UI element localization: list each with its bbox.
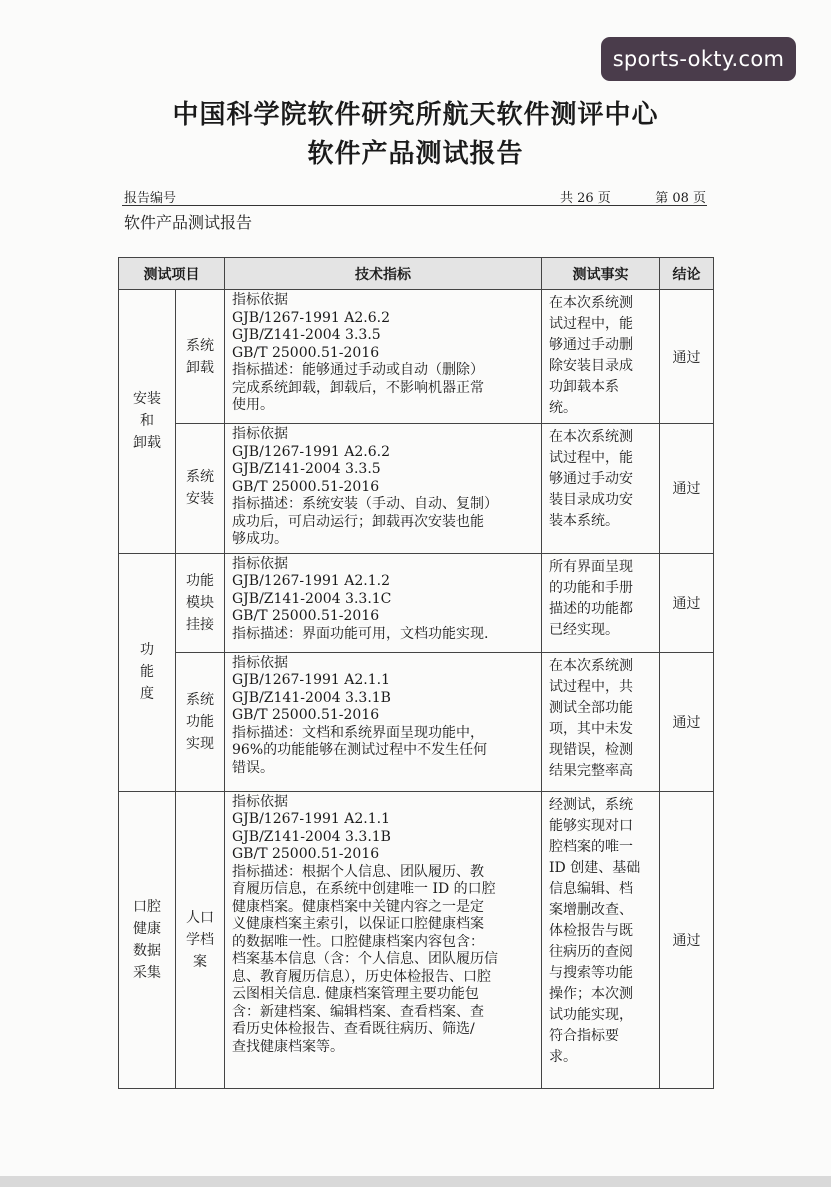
text-line: 96%的功能能够在测试过程中不发生任何 [232,742,488,758]
text-line: 案 [193,953,207,970]
text-line: 人口 [186,909,214,926]
text-line: 的数据唯一性。口腔健康档案内容包含： [232,933,484,950]
text-line: 在本次系统测 [549,657,633,674]
tech-indicator-cell [225,652,542,791]
text-line: 指标依据 [232,555,288,572]
text-line: 测试全部功能 [549,699,633,716]
text-line: 装目录成功安 [549,492,633,508]
text-line: 已经实现。 [549,621,619,638]
text-line: 功 [140,642,154,658]
watermark-badge: sports-okty.com [601,37,796,81]
test-fact-cell [542,553,660,652]
text-line: 试过程中，能 [549,316,633,332]
text-line: GJB/Z141-2004 3.3.1B [232,689,391,706]
text-line: 信息编辑、档 [549,880,633,897]
text-line: 度 [140,686,154,702]
text-line: 的功能和手册 [549,579,633,596]
text-line: GJB/1267-1991 A2.1.2 [232,573,390,589]
tech-indicator-cell [225,553,542,652]
text-line: 结果完整率高 [549,762,633,779]
text-line: 安装 [133,391,161,408]
text-line: 指标依据 [232,426,288,442]
test-category-cell [119,553,176,791]
test-subitem-cell [176,553,225,652]
test-fact-cell [542,424,660,554]
test-results-table [118,257,714,1089]
text-line: 完成系统卸载，卸载后，不影响机器正常 [232,379,484,396]
text-line: 指标依据 [232,654,288,671]
text-line: GB/T 25000.51-2016 [232,608,380,624]
text-line: 与搜索等功能 [549,964,633,981]
text-line: GB/T 25000.51-2016 [232,846,380,862]
text-line: 系统 [186,337,214,354]
table-row [119,791,714,1088]
text-line: 往病历的查阅 [549,943,633,960]
report-title-line2: 软件产品测试报告 [307,139,524,169]
text-line: GB/T 25000.51-2016 [232,707,380,723]
text-line: 模块 [186,594,214,611]
text-line: 项，其中未发 [549,720,633,737]
test-subitem-cell [176,652,225,791]
text-line: 安装 [186,491,214,508]
table-row [119,652,714,791]
test-fact-cell [542,652,660,791]
test-subitem-cell [176,424,225,554]
text-line: 系统 [186,691,214,708]
text-line: 案增删改查、 [549,901,633,918]
text-line: 义健康档案主索引，以保证口腔健康档案 [232,916,484,932]
page-number: 第 08 页 [655,191,706,206]
test-subitem-cell [176,290,225,424]
header-tech-indicator: 技术指标 [225,258,542,290]
text-line: 求。 [549,1048,577,1065]
test-fact-cell [542,290,660,424]
report-subtitle: 软件产品测试报告 [124,213,253,232]
table-row [119,424,714,554]
header-test-fact: 测试事实 [542,258,660,290]
conclusion-cell: 通过 [660,553,714,652]
report-number-label: 报告编号 [124,191,177,206]
text-line: 能够实现对口 [549,817,633,834]
text-line: 试过程中，能 [549,450,633,466]
text-line: 查找健康档案等。 [232,1038,344,1055]
text-line: GJB/Z141-2004 3.3.1C [232,590,392,607]
text-line: 能 [140,664,154,680]
text-line: 试功能实现， [549,1006,633,1023]
test-category-cell [119,791,176,1088]
text-line: 健康档案。健康档案中关键内容之一是定 [232,898,484,915]
header-test-item: 测试项目 [119,258,225,290]
text-line: 在本次系统测 [549,429,633,445]
text-line: GB/T 25000.51-2016 [232,478,380,495]
text-line: 除安装目录成 [549,358,633,374]
text-line: ID 创建、基础 [549,859,641,876]
text-line: 功卸载本系 [549,379,619,395]
tech-indicator-cell [225,424,542,554]
page-info [560,187,706,206]
text-line: 育履历信息，在系统中创建唯一 ID 的口腔 [232,881,496,897]
text-line: GB/T 25000.51-2016 [232,344,380,361]
test-category-cell [119,290,176,554]
text-line: 系统 [186,469,214,486]
text-line: 指标依据 [232,793,288,810]
text-line: 功能 [186,572,214,589]
table-header-row [119,258,714,290]
text-line: 在本次系统测 [549,295,633,311]
text-line: 够成功。 [232,531,288,547]
text-line: 符合指标要 [549,1027,619,1044]
table-row [119,290,714,424]
text-line: 数据 [133,942,161,959]
conclusion-cell: 通过 [660,424,714,554]
text-line: 使用。 [232,397,274,413]
text-line: 够通过手动安 [549,471,633,487]
text-line: GJB/1267-1991 A2.6.2 [232,309,390,326]
text-line: 卸载 [186,359,214,376]
text-line: 指标描述：界面功能可用，文档功能实现. [232,625,489,642]
text-line: 现错误，检测 [549,741,633,758]
text-line: 错误。 [232,759,274,776]
text-line: GJB/1267-1991 A2.1.1 [232,672,390,688]
text-line: 健康 [133,920,161,937]
test-subitem-cell [176,791,225,1088]
table-row [119,553,714,652]
total-pages: 共 26 页 [560,191,611,206]
text-line: GJB/1267-1991 A2.6.2 [232,443,390,460]
text-line: 统。 [549,400,577,416]
text-line: 实现 [186,735,214,752]
text-line: 卸载 [133,435,161,452]
text-line: 试过程中，共 [549,678,633,695]
text-line: 含：新建档案、编辑档案、查看档案、查 [232,1003,484,1020]
text-line: 体检报告与既 [549,922,633,939]
screen-bottom-bar [0,1176,831,1187]
text-line: 和 [140,413,154,430]
text-line: 口腔 [133,898,161,915]
header-divider [122,205,707,206]
text-line: 装本系统。 [549,513,619,529]
conclusion-cell: 通过 [660,791,714,1088]
text-line: 挂接 [186,616,214,633]
header-conclusion: 结论 [660,258,714,290]
report-title-line1: 中国科学院软件研究所航天软件测评中心 [172,100,659,130]
text-line: GJB/Z141-2004 3.3.1B [232,828,391,845]
conclusion-cell: 通过 [660,652,714,791]
text-line: 指标描述：能够通过手动或自动（删除） [232,362,484,378]
text-line: 腔档案的唯一 [549,838,633,855]
text-line: 功能 [186,713,214,730]
text-line: 档案基本信息（含：个人信息、团队履历信 [232,951,498,967]
test-fact-cell [542,791,660,1088]
text-line: 指标描述：文档和系统界面呈现功能中， [232,724,484,741]
tech-indicator-cell [225,791,542,1088]
text-line: GJB/Z141-2004 3.3.5 [232,327,381,343]
text-line: GJB/1267-1991 A2.1.1 [232,811,390,827]
tech-indicator-cell [225,290,542,424]
text-line: 够通过手动删 [549,337,633,353]
text-line: 学档 [186,931,214,948]
text-line: 看历史体检报告、查看既往病历、筛选/ [232,1021,475,1037]
text-line: 成功后，可启动运行；卸载再次安装也能 [232,513,484,530]
text-line: 所有界面呈现 [549,558,633,575]
text-line: 采集 [133,964,161,981]
text-line: 指标依据 [232,292,288,308]
text-line: 操作；本次测 [549,985,633,1002]
conclusion-cell: 通过 [660,290,714,424]
text-line: GJB/Z141-2004 3.3.5 [232,461,381,477]
text-line: 息、教育履历信息），历史体检报告、口腔 [232,968,491,985]
text-line: 经测试，系统 [549,796,633,813]
text-line: 描述的功能都 [549,600,633,617]
text-line: 指标描述：系统安装（手动、自动、复制） [232,496,498,512]
text-line: 指标描述：根据个人信息、团队履历、教 [232,863,484,880]
text-line: 云图相关信息. 健康档案管理主要功能包 [232,986,479,1002]
